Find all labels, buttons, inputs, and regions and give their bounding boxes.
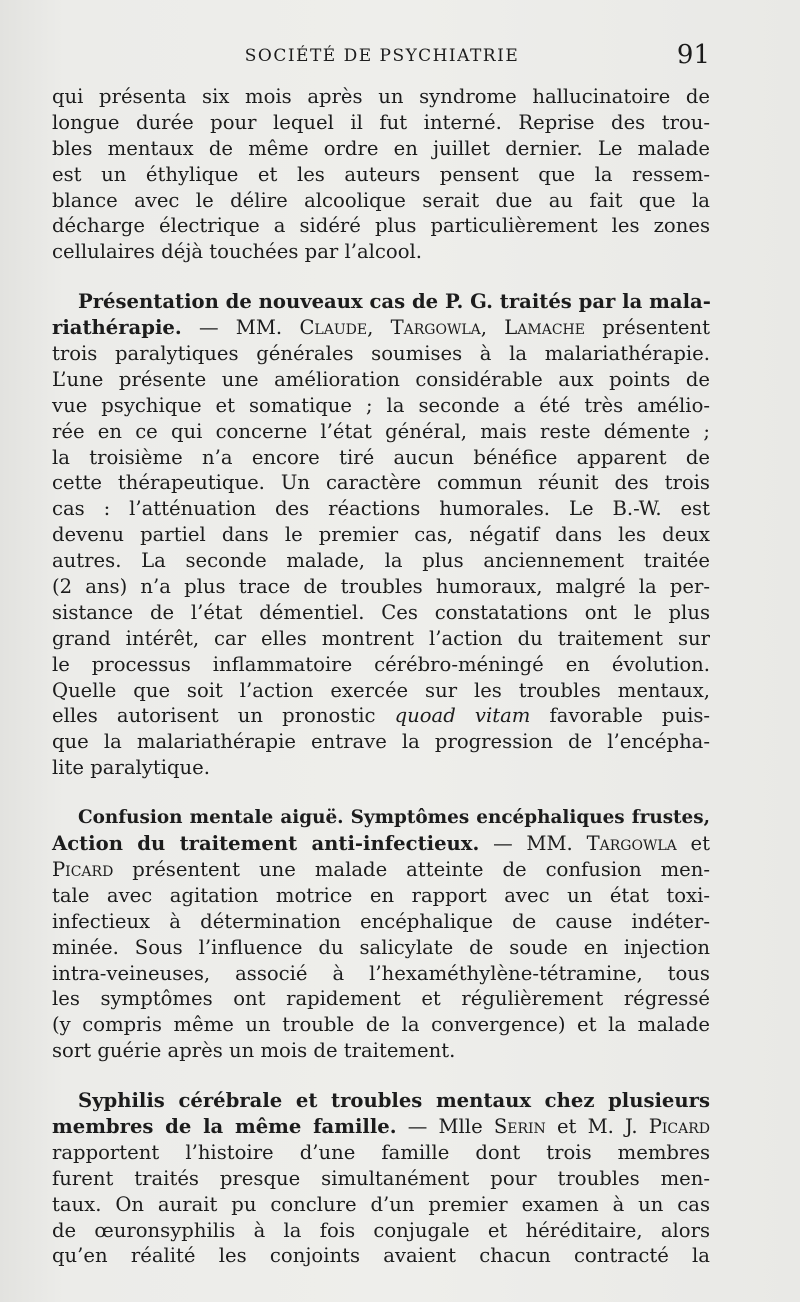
- section-title-cont: riathérapie.: [52, 316, 182, 340]
- text-line: lite paralytique.: [52, 756, 210, 780]
- text-line: taux. On aurait pu conclure d’un premier examen à un cas: [52, 1192, 710, 1216]
- author-name: Claude,: [299, 316, 374, 340]
- paragraph-continuation: [52, 84, 710, 265]
- author-name: Targowla,: [390, 316, 487, 340]
- text-line: trois paralytiques générales soumises à la malariathérapie.: [52, 342, 710, 366]
- section-title: Confusion mentale aiguë. Symptômes encéphaliques frustes,: [78, 807, 710, 829]
- text-line: grand intérêt, car elles montrent l’action du traitement sur: [52, 626, 710, 650]
- text-line: [52, 315, 710, 341]
- text-line: (y compris même un trouble de la convergence) et la malade: [52, 1013, 710, 1037]
- text-line: décharge électrique a sidéré plus particulièrement les zones: [52, 214, 710, 238]
- text-line: [52, 831, 710, 857]
- text-line: vue psychique et somatique ; la seconde a été très amélio-: [52, 393, 710, 417]
- author-name: Lamache: [504, 316, 585, 340]
- text-line: furent traités presque simultanément pour troubles men-: [52, 1166, 710, 1190]
- text-fragment: elles autorisent un pronostic: [52, 704, 376, 728]
- text-line: rée en ce qui concerne l’état général, mais reste démente ;: [52, 419, 710, 443]
- page-header: [54, 40, 710, 76]
- text-line: intra-veineuses, associé à l’hexaméthylène-tétramine, tous: [52, 961, 710, 985]
- conjunction: et M. J.: [556, 1114, 638, 1138]
- text-fragment: favorable puis-: [549, 704, 711, 728]
- text-line: L’une présente une amélioration considérable aux points de: [52, 367, 710, 391]
- text-line: infectieux à détermination encéphalique de cause indéter-: [52, 909, 710, 933]
- authors-prefix: — MM.: [198, 316, 283, 340]
- paragraph-syphilis-cerebrale: [52, 1088, 710, 1269]
- text-line: [52, 289, 710, 315]
- text-line: minée. Sous l’influence du salicylate de soude en injection: [52, 935, 710, 959]
- paragraph-malariatherapie: [52, 289, 710, 781]
- section-title: Présentation de nouveaux cas de P. G. traités par la mala-: [78, 290, 711, 314]
- text-line: devenu partiel dans le premier cas, négatif dans les deux: [52, 523, 710, 547]
- text-line: tale avec agitation motrice en rapport avec un état toxi-: [52, 883, 710, 907]
- text-line: cas : l’atténuation des réactions humorales. Le B.-W. est: [52, 497, 710, 521]
- author-name: Picard: [648, 1114, 711, 1138]
- text-line: cellulaires déjà touchées par l’alcool.: [52, 240, 422, 264]
- text-line: [52, 805, 710, 831]
- text-line: longue durée pour lequel il fut interné. Reprise des trou-: [52, 110, 710, 134]
- text-fragment: présentent: [602, 316, 710, 340]
- author-name: Targowla: [586, 832, 677, 856]
- text-line: [52, 1114, 710, 1140]
- author-name: Picard: [52, 857, 114, 881]
- body-text: [52, 84, 710, 1269]
- running-title: SOCIÉTÉ DE PSYCHIATRIE: [244, 46, 520, 66]
- text-line: sort guérie après un mois de traitement.: [52, 1039, 456, 1063]
- text-line: rapportent l’histoire d’une famille dont trois membres: [52, 1140, 710, 1164]
- text-line: cette thérapeutique. Un caractère commun réunit des trois: [52, 471, 710, 495]
- text-line: les symptômes ont rapidement et régulièrement régressé: [52, 987, 710, 1011]
- authors-prefix: — MM.: [493, 832, 573, 856]
- text-fragment: présentent une malade atteinte de confusion men-: [132, 857, 710, 881]
- section-title: Syphilis cérébrale et troubles mentaux chez plusieurs: [78, 1089, 710, 1113]
- text-line: qui présenta six mois après un syndrome hallucinatoire de: [52, 85, 710, 108]
- section-title-cont: Action du traitement anti-infectieux.: [52, 832, 480, 856]
- paragraph-confusion-mentale: [52, 805, 710, 1064]
- latin-phrase: quoad vitam: [394, 704, 531, 728]
- conjunction: et: [690, 832, 711, 856]
- author-name: Serin: [493, 1114, 546, 1138]
- text-line: de œuronsyphilis à la fois conjugale et héréditaire, alors: [52, 1218, 710, 1242]
- text-line: bles mentaux de même ordre en juillet dernier. Le malade: [52, 136, 710, 160]
- text-line: blance avec le délire alcoolique serait due au fait que la: [52, 188, 710, 212]
- text-line: qu’en réalité les conjoints avaient chacun contracté la: [52, 1244, 710, 1268]
- text-line: que la malariathérapie entrave la progression de l’encépha-: [52, 730, 710, 754]
- text-line: autres. La seconde malade, la plus anciennement traitée: [52, 549, 710, 573]
- text-line: est un éthylique et les auteurs pensent que la ressem-: [52, 162, 710, 186]
- section-title-cont: membres de la même famille.: [52, 1114, 397, 1138]
- text-line: le processus inflammatoire cérébro-méningé en évolution.: [52, 652, 710, 676]
- authors-prefix: — Mlle: [407, 1114, 483, 1138]
- text-line: la troisième n’a encore tiré aucun bénéfice apparent de: [52, 445, 710, 469]
- page-number: 91: [676, 40, 710, 70]
- text-line: (2 ans) n’a plus trace de troubles humoraux, malgré la per-: [52, 575, 710, 599]
- text-line: [52, 857, 710, 883]
- text-line: [52, 703, 710, 729]
- text-line: [52, 1088, 710, 1114]
- text-line: sistance de l’état démentiel. Ces constatations ont le plus: [52, 600, 710, 624]
- text-line: Quelle que soit l’action exercée sur les troubles mentaux,: [52, 678, 710, 702]
